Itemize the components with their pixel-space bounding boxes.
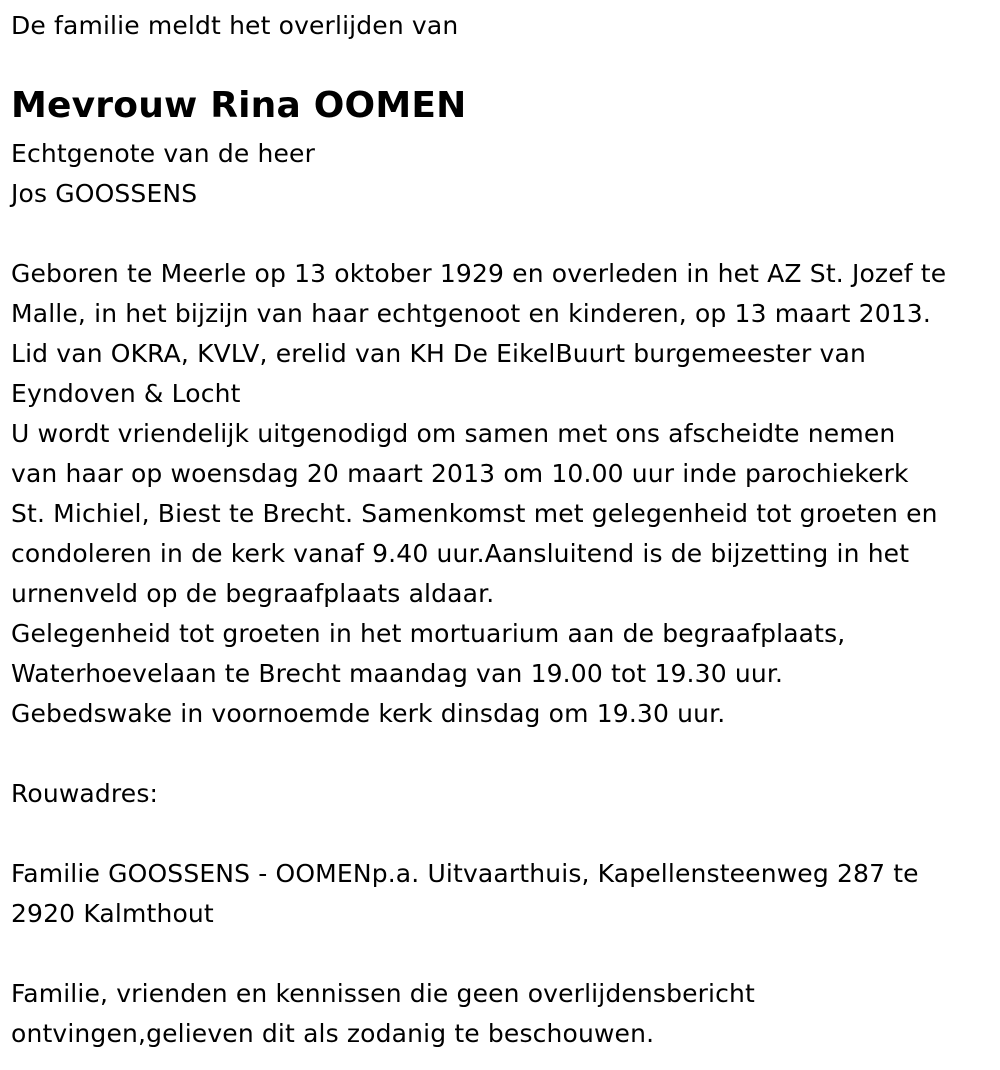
body-line: Geboren te Meerle op 13 oktober 1929 en overleden in het AZ St. Jozef te xyxy=(11,259,947,288)
body-line: van haar op woensdag 20 maart 2013 om 10.00 uur inde parochiekerk xyxy=(11,459,909,488)
closing-line: Familie, vrienden en kennissen die geen overlijdensbericht xyxy=(11,979,755,1008)
spouse-line: Echtgenote van de heer xyxy=(11,139,315,168)
obituary-body xyxy=(11,254,946,734)
closing-note xyxy=(11,974,755,1054)
body-line: Waterhoevelaan te Brecht maandag van 19.00 tot 19.30 uur. xyxy=(11,659,784,688)
body-line: Gelegenheid tot groeten in het mortuarium aan de begraafplaats, xyxy=(11,619,846,648)
body-line: Eyndoven & Locht xyxy=(11,379,241,408)
body-line: condoleren in de kerk vanaf 9.40 uur.Aansluitend is de bijzetting in het xyxy=(11,539,910,568)
body-line: Gebedswake in voornoemde kerk dinsdag om 19.30 uur. xyxy=(11,699,726,728)
rouwadres-address xyxy=(11,854,919,934)
body-line: Lid van OKRA, KVLV, erelid van KH De EikelBuurt burgemeester van xyxy=(11,339,866,368)
body-line: Malle, in het bijzijn van haar echtgenoot en kinderen, op 13 maart 2013. xyxy=(11,299,931,328)
spouse-block xyxy=(11,134,315,214)
address-line: Familie GOOSSENS - OOMENp.a. Uitvaarthuis, Kapellensteenweg 287 te xyxy=(11,859,919,888)
deceased-name-heading: Mevrouw Rina OOMEN xyxy=(11,85,467,126)
intro-text: De familie meldt het overlijden van xyxy=(11,11,459,40)
body-line: St. Michiel, Biest te Brecht. Samenkomst met gelegenheid tot groeten en xyxy=(11,499,938,528)
closing-line: ontvingen,gelieven dit als zodanig te beschouwen. xyxy=(11,1019,655,1048)
body-line: urnenveld op de begraafplaats aldaar. xyxy=(11,579,495,608)
spouse-line: Jos GOOSSENS xyxy=(11,179,198,208)
body-line: U wordt vriendelijk uitgenodigd om samen met ons afscheidte nemen xyxy=(11,419,896,448)
rouwadres-label: Rouwadres: xyxy=(11,779,159,808)
address-line: 2920 Kalmthout xyxy=(11,899,214,928)
